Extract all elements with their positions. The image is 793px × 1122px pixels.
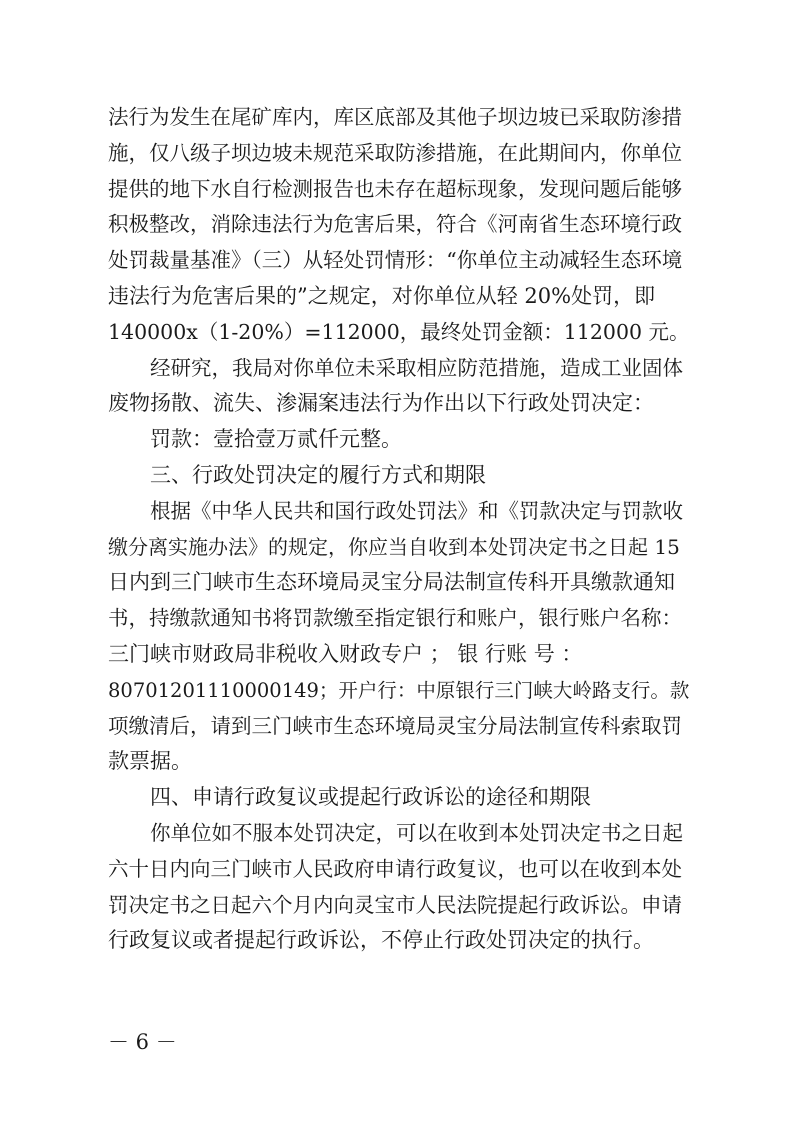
paragraph-line: 项缴清后，请到三门峡市生态环境局灵宝分局法制宣传科索取罚 xyxy=(108,713,682,738)
paragraph-line: 六十日内向三门峡市人民政府申请行政复议，也可以在收到本处 xyxy=(108,856,682,881)
document-body xyxy=(108,100,692,959)
paragraph-line: 积极整改，消除违法行为危害后果，符合《河南省生态环境行政 xyxy=(108,212,682,237)
paragraph-line: 经研究，我局对你单位未采取相应防范措施，造成工业固体 xyxy=(150,355,683,380)
paragraph-line: 处罚裁量基准》（三）从轻处罚情形：“你单位主动减轻生态环境 xyxy=(108,248,683,273)
paragraph-line: 书，持缴款通知书将罚款缴至指定银行和账户，银行账户名称： xyxy=(108,606,682,631)
paragraph-line: 法行为发生在尾矿库内，库区底部及其他子坝边坡已采取防渗措 xyxy=(108,105,682,129)
paragraph-line: 日内到三门峡市生态环境局灵宝分局法制宣传科开具缴款通知 xyxy=(108,570,675,595)
paragraph-line: 罚决定书之日起六个月内向灵宝市人民法院提起行政诉讼。申请 xyxy=(108,892,682,917)
section-heading: 四、申请行政复议或提起行政诉讼的途径和期限 xyxy=(150,785,591,810)
paragraph-line: 废物扬散、流失、渗漏案违法行为作出以下行政处罚决定： xyxy=(108,391,654,416)
bank-account-number-line: 80701201110000149；开户行：中原银行三门峡大岭路支行。款 xyxy=(108,678,690,702)
section-heading: 三、行政处罚决定的履行方式和期限 xyxy=(150,462,486,487)
paragraph-line: 140000x（1-20%）=112000，最终处罚金额：112000 元。 xyxy=(108,319,690,344)
page-number: － 6 － xyxy=(108,1030,177,1054)
paragraph-line: 违法行为危害后果的”之规定，对你单位从轻 20%处罚，即 xyxy=(108,283,656,308)
paragraph-line: 缴分离实施办法》的规定，你应当自收到本处罚决定书之日起 15 xyxy=(108,534,680,559)
bank-account-name-line: 三门峡市财政局非税收入财政专户 ； 银 行账 号 ： xyxy=(108,641,583,666)
fine-amount-line: 罚款：壹拾壹万贰仟元整。 xyxy=(150,427,402,452)
paragraph-line: 施，仅八级子坝边坡未规范采取防渗措施，在此期间内，你单位 xyxy=(108,140,682,165)
paragraph-line: 提供的地下水自行检测报告也未存在超标现象，发现问题后能够 xyxy=(108,176,682,201)
paragraph-line: 你单位如不服本处罚决定，可以在收到本处罚决定书之日起 xyxy=(150,820,683,845)
paragraph-line: 行政复议或者提起行政诉讼，不停止行政处罚决定的执行。 xyxy=(108,928,654,953)
paragraph-line: 款票据。 xyxy=(108,749,192,774)
paragraph-line: 根据《中华人民共和国行政处罚法》和《罚款决定与罚款收 xyxy=(150,498,683,523)
